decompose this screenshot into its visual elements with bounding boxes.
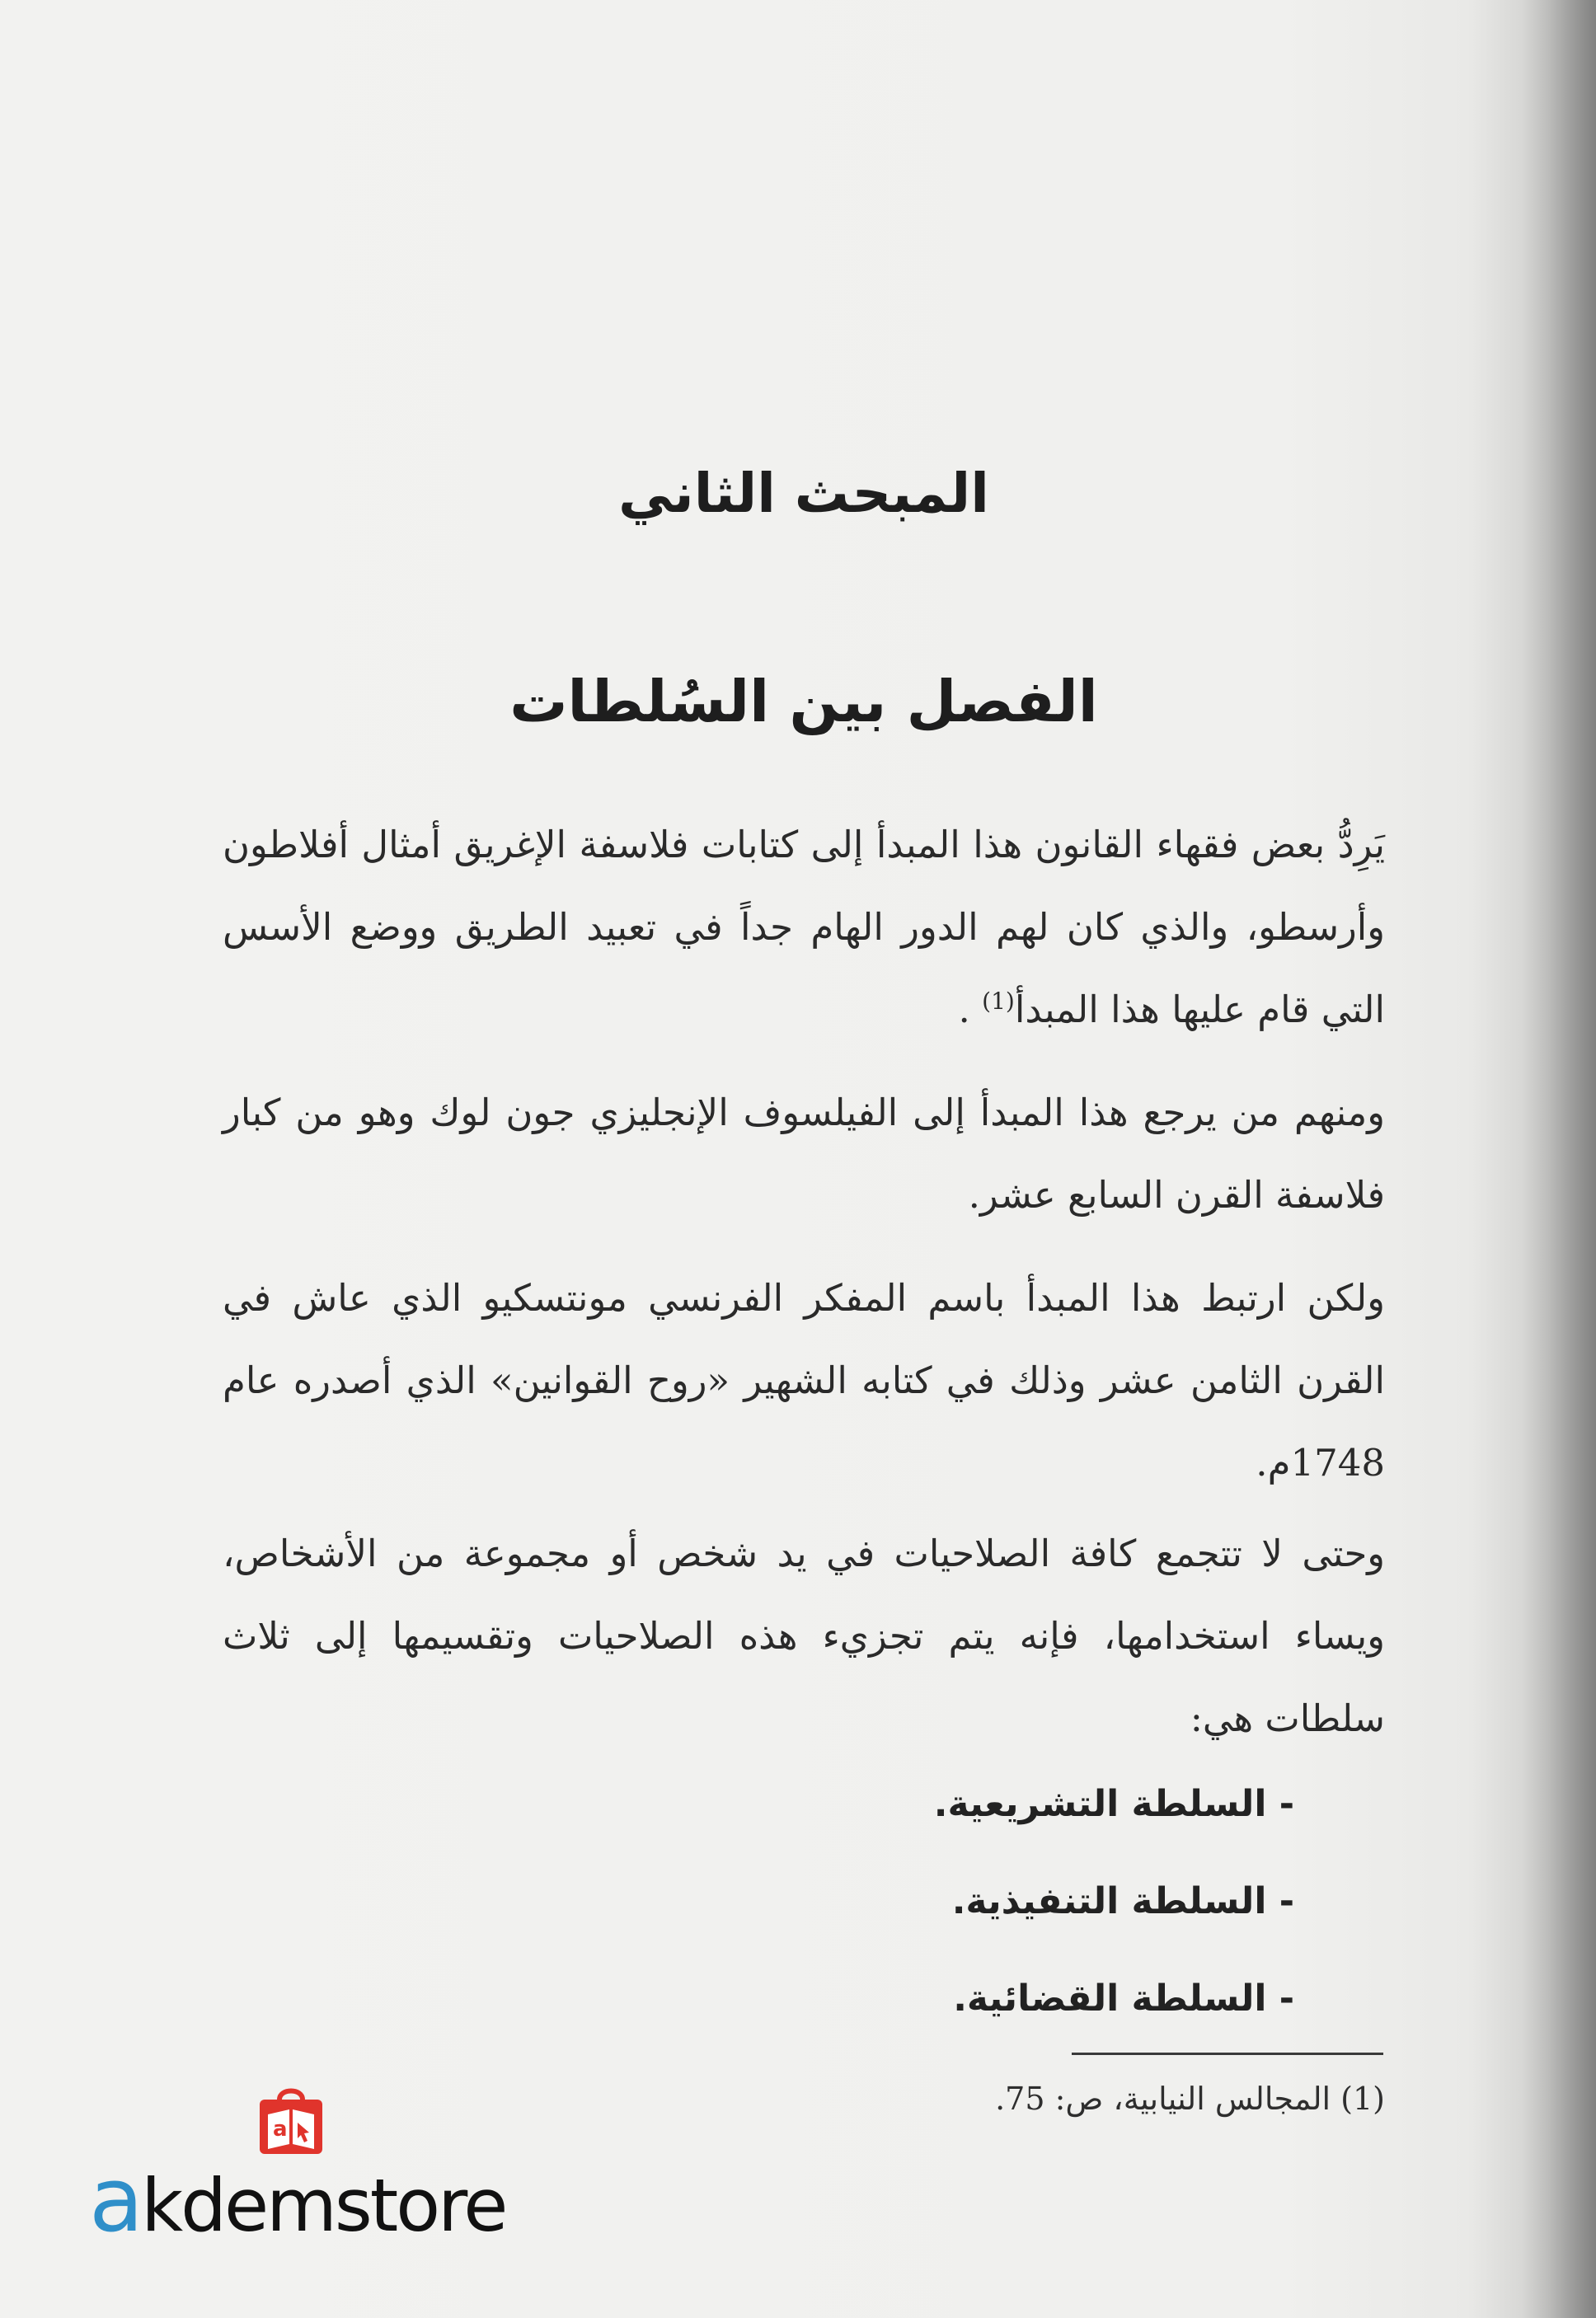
footnote: (1) المجالس النيابية، ص: 75. [995, 2081, 1385, 2117]
list-item: - السلطة التشريعية. [933, 1783, 1294, 1825]
paragraph-1-end: . [958, 988, 970, 1031]
paragraph-4-text: وحتى لا تتجمع كافة الصلاحيات في يد شخص أو مجموعة من الأشخاص، ويساء استخدامها، فإنه يتم تجزيء هذه الصلاحيات وتقسيمها إلى ثلاث سلطات هي: [223, 1532, 1385, 1740]
paragraph-1 [223, 804, 1385, 1051]
paragraph-2 [223, 1072, 1385, 1236]
book-spine-shadow [1522, 0, 1596, 2318]
powers-list [223, 1756, 1385, 2048]
paragraph-3 [223, 1257, 1385, 1504]
paragraph-4 [223, 1513, 1385, 1760]
footnote-divider [1072, 2053, 1383, 2055]
list-item: - السلطة القضائية. [953, 1978, 1294, 2020]
list-item: - السلطة التنفيذية. [951, 1880, 1294, 1922]
svg-text:a: a [273, 2117, 288, 2142]
bag-book-icon [251, 2081, 331, 2161]
akdemstore-logo [89, 2149, 506, 2252]
logo-letter-a: a [89, 2149, 142, 2252]
section-title: الفصل بين السُلطات [509, 668, 1098, 735]
paragraph-1-text: يَرِدُّ بعض فقهاء القانون هذا المبدأ إلى كتابات فلاسفة الإغريق أمثال أفلاطون وأرسطو، والذي كان لهم الدور الهام جداً في تعبيد الطريق ووضع الأسس التي قام عليها هذا المبدأ [223, 823, 1385, 1031]
logo-wordmark: kdemstore [141, 2163, 506, 2248]
footnote-reference: (1) [982, 988, 1015, 1015]
section-number-heading: المبحث الثاني [618, 462, 989, 525]
paragraph-2-text: ومنهم من يرجع هذا المبدأ إلى الفيلسوف الإنجليزي جون لوك وهو من كبار فلاسفة القرن السابع عشر. [223, 1091, 1385, 1217]
paragraph-3-text: ولكن ارتبط هذا المبدأ باسم المفكر الفرنسي مونتسكيو الذي عاش في القرن الثامن عشر وذلك في كتابه الشهير «روح القوانين» الذي أصدره عام 1748م. [223, 1276, 1385, 1485]
